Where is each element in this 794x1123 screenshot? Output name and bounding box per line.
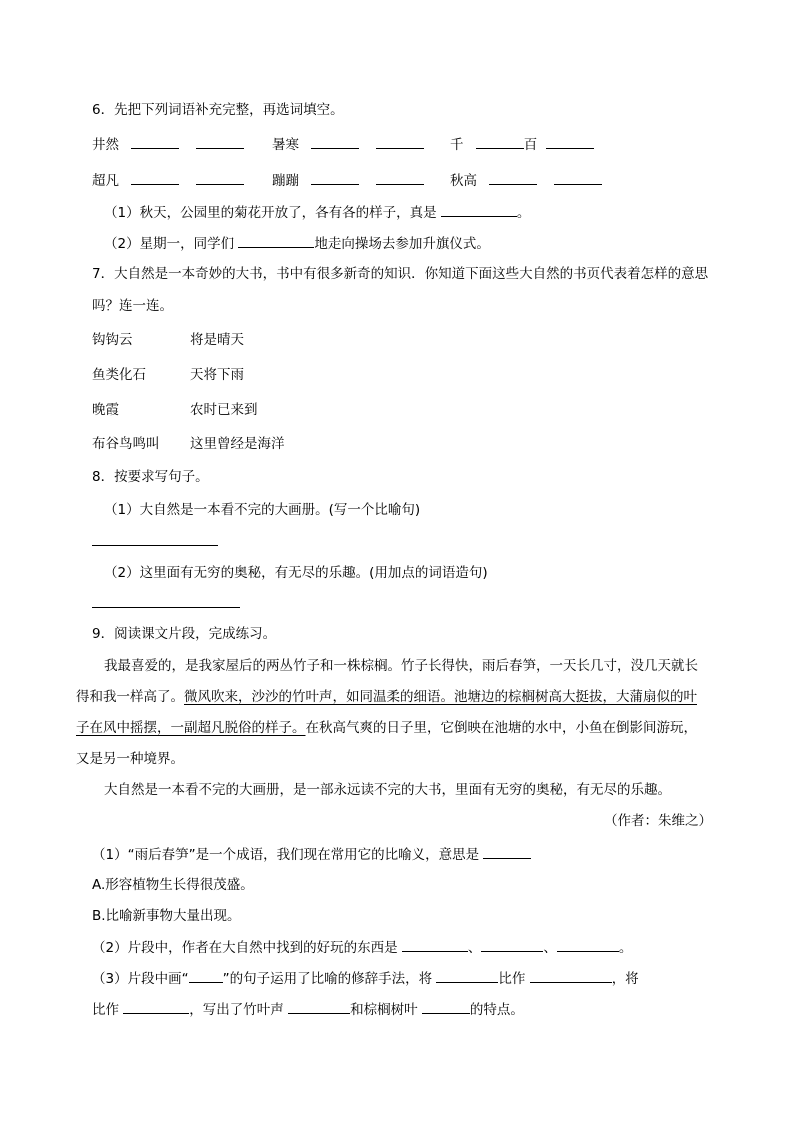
blank[interactable] — [530, 968, 612, 983]
underlined-sentence: 子在风中摇摆，一副超凡脱俗的样子。 — [76, 720, 306, 736]
blank[interactable] — [311, 134, 359, 149]
q6-row2-b — [272, 170, 424, 191]
passage-line: 我最喜爱的，是我家屋后的两丛竹子和一株棕榈。竹子长得快，雨后春笋，一天长几寸，没几天就长 — [104, 658, 698, 674]
word-shuhan: 暑寒 — [272, 137, 299, 153]
blank[interactable] — [376, 134, 424, 149]
blank[interactable] — [557, 937, 619, 952]
q7-left-item[interactable]: 钩钩云 — [92, 332, 133, 348]
word-qiugao: 秋高 — [450, 173, 477, 189]
q9-title: 9．阅读课文片段，完成练习。 — [92, 626, 277, 642]
q7-right-item[interactable]: 农时已来到 — [190, 402, 258, 418]
blank[interactable] — [554, 170, 602, 185]
blank[interactable] — [131, 170, 179, 185]
blank[interactable] — [422, 999, 470, 1014]
q7-left-item[interactable]: 晚霞 — [92, 402, 119, 418]
passage-line: 子在风中摇摆，一副超凡脱俗的样子。在秋高气爽的日子里，它倒映在池塘的水中，小鱼在倒影间游玩， — [76, 720, 697, 736]
option-b[interactable]: B.比喻新事物大量出现。 — [92, 908, 241, 924]
word-bengbeng: 蹦蹦 — [272, 173, 299, 189]
passage-line: 又是另一种境界。 — [76, 751, 184, 767]
q7-right-item[interactable]: 天将下雨 — [190, 367, 244, 383]
q6-row2 — [92, 170, 244, 191]
q7-left-item[interactable]: 鱼类化石 — [92, 367, 146, 383]
q9-sub2: （2）片段中，作者在大自然中找到的好玩的东西是 、 、 。 — [92, 937, 632, 958]
q6-row2-c — [450, 170, 602, 191]
word-jingran: 井然 — [92, 137, 119, 153]
blank[interactable] — [436, 968, 498, 983]
q6-row1 — [92, 134, 244, 155]
q6-sub1: （1）秋天，公园里的菊花开放了，各有各的样子，真是 。 — [104, 202, 530, 223]
blank[interactable] — [288, 999, 350, 1014]
blank[interactable] — [196, 134, 244, 149]
blank[interactable] — [189, 968, 223, 983]
q7-title-line1: 7．大自然是一本奇妙的大书，书中有很多新奇的知识．你知道下面这些大自然的书页代表着怎样的意思 — [92, 266, 709, 282]
blank[interactable] — [238, 233, 314, 248]
passage-line: 大自然是一本看不完的大画册，是一部永远读不完的大书，里面有无穷的奥秘，有无尽的乐趣。 — [104, 782, 671, 798]
q9-sub3: （3）片段中画“ ”的句子运用了比喻的修辞手法，将 比作 ，将 — [92, 968, 639, 989]
q6-sub2: （2）星期一，同学们 地走向操场去参加升旗仪式。 — [104, 233, 490, 254]
q8-sub2: （2）这里面有无穷的奥秘，有无尽的乐趣。(用加点的词语造句) — [104, 565, 488, 581]
answer-line[interactable] — [92, 607, 240, 608]
blank[interactable] — [546, 134, 594, 149]
q8-title: 8．按要求写句子。 — [92, 469, 209, 485]
q6-row1-b — [272, 134, 424, 155]
blank[interactable] — [123, 999, 189, 1014]
q9-sub3-line2: 比作 ，写出了竹叶声 和棕榈树叶 的特点。 — [92, 999, 524, 1020]
blank[interactable] — [481, 937, 543, 952]
author: （作者：朱维之） — [604, 813, 712, 829]
blank[interactable] — [476, 134, 524, 149]
blank[interactable] — [483, 844, 531, 859]
blank[interactable] — [196, 170, 244, 185]
underlined-sentence: 微风吹来，沙沙的竹叶声，如同温柔的细语。池塘边的棕榈树高大挺拔，大蒲扇似的叶 — [184, 689, 697, 705]
blank[interactable] — [131, 134, 179, 149]
q9-sub1: （1）“雨后春笋”是一个成语，我们现在常用它的比喻义，意思是 — [92, 844, 531, 865]
q7-title-line2: 吗？连一连。 — [92, 298, 173, 314]
q7-right-item[interactable]: 这里曾经是海洋 — [190, 436, 285, 452]
word-qian: 千 — [450, 137, 464, 153]
blank[interactable] — [311, 170, 359, 185]
q7-right-item[interactable]: 将是晴天 — [190, 332, 244, 348]
answer-line[interactable] — [92, 545, 218, 546]
q7-left-item[interactable]: 布谷鸟鸣叫 — [92, 436, 160, 452]
q6-row1-c — [450, 134, 594, 155]
q6-title: 6．先把下列词语补充完整，再选词填空。 — [92, 102, 344, 118]
blank[interactable] — [376, 170, 424, 185]
blank[interactable] — [441, 202, 517, 217]
word-bai: 百 — [523, 137, 538, 153]
blank[interactable] — [402, 937, 468, 952]
passage-line: 得和我一样高了。微风吹来，沙沙的竹叶声，如同温柔的细语。池塘边的棕榈树高大挺拔，大蒲扇似的叶 — [76, 689, 697, 705]
word-chaofan: 超凡 — [92, 173, 119, 189]
q8-sub1: （1）大自然是一本看不完的大画册。(写一个比喻句) — [104, 502, 421, 518]
blank[interactable] — [489, 170, 537, 185]
option-a[interactable]: A.形容植物生长得很茂盛。 — [92, 877, 254, 893]
